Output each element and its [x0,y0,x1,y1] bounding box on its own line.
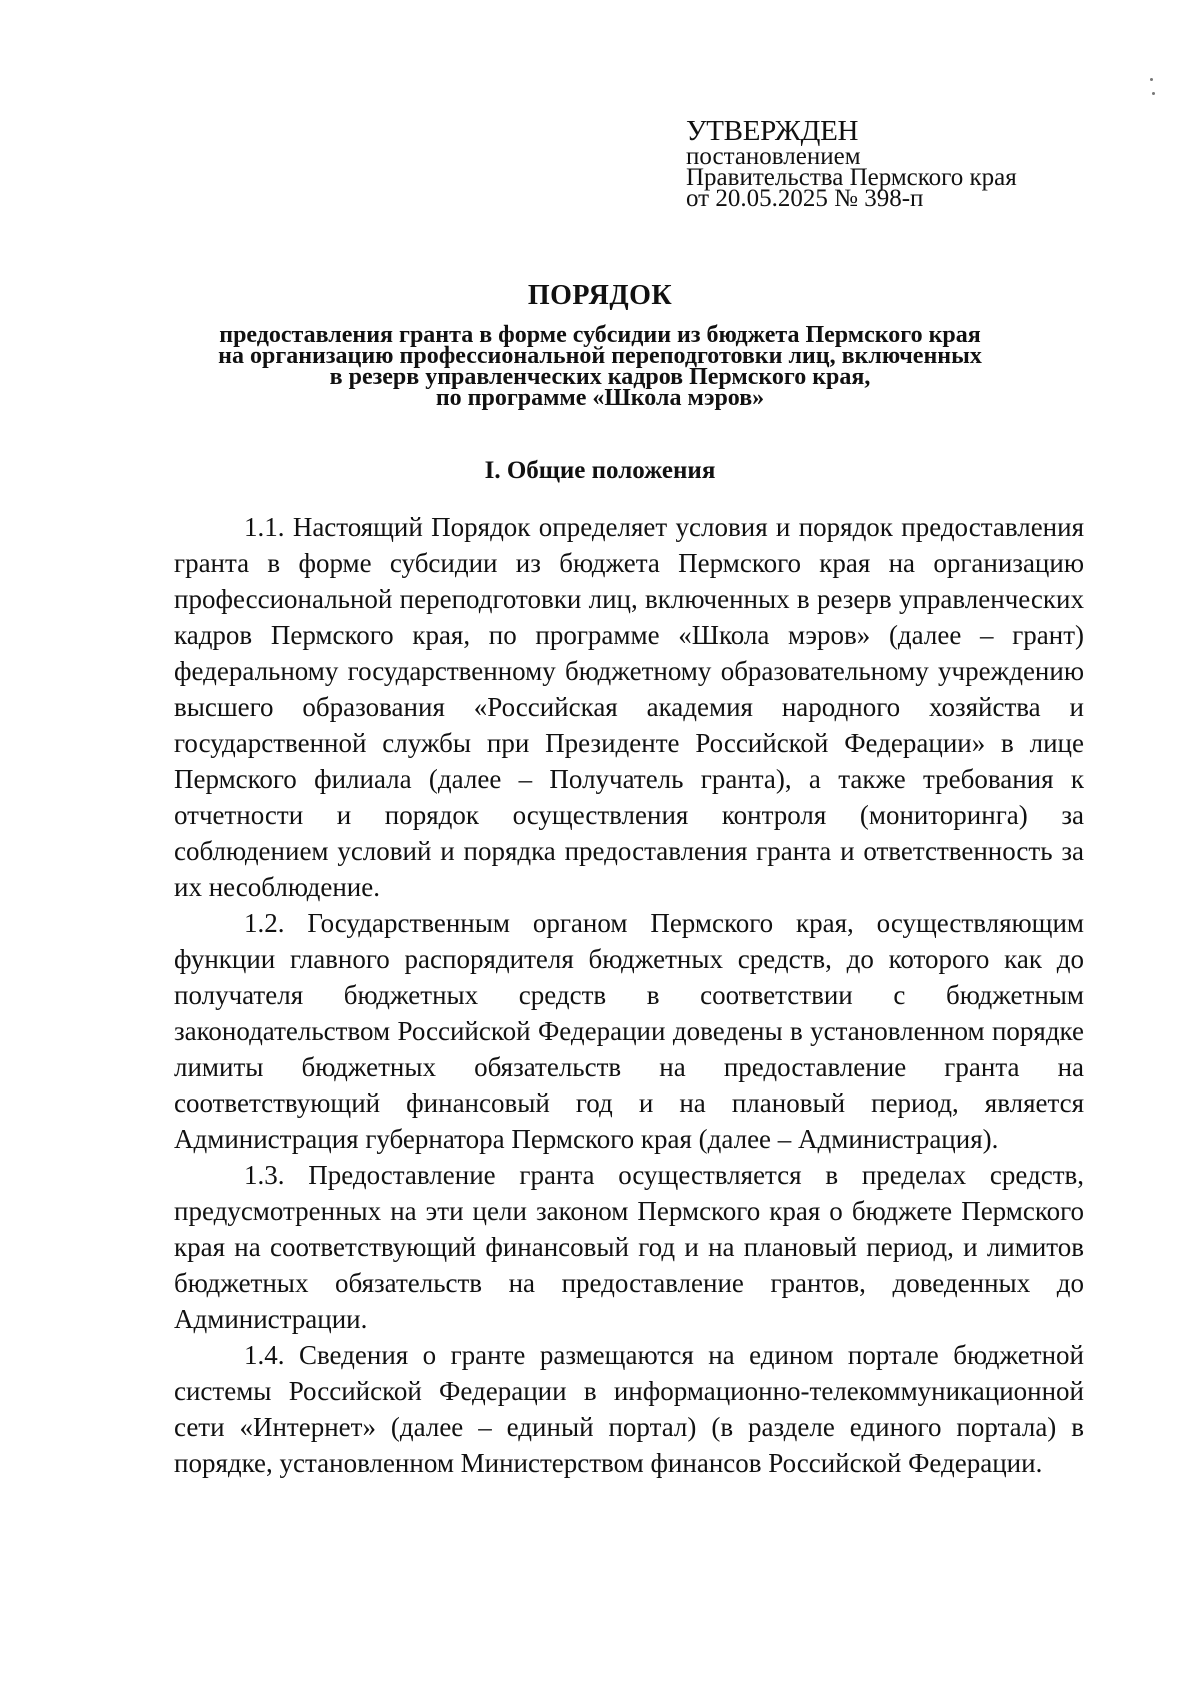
approval-authority: Правительства Пермского края [686,164,1017,191]
approval-date-number: от 20.05.2025 № 398-п [686,185,924,212]
subtitle-line: на организацию профессиональной переподготовки лиц, включенных [218,343,982,369]
subtitle-line: в резерв управленческих кадров Пермского края, [329,364,871,390]
document-title: ПОРЯДОК [527,280,673,311]
subtitle-line: предоставления гранта в форме субсидии из бюджета Пермского края [219,322,981,348]
section-heading: I. Общие положения [484,457,716,484]
paragraph-1-4: 1.4. Сведения о гранте размещаются на едином портале бюджетной системы Российской Федерации в информационно-телекоммуникационной сети «Интернет» (далее – единый портал) (в разделе единого портала) в порядке, установленном Министерством финансов Российской Федерации. [174,1340,1084,1478]
scan-dot [1150,78,1153,81]
paragraph-1-1: 1.1. Настоящий Порядок определяет условия и порядок предоставления гранта в форме субсидии из бюджета Пермского края на организацию профессиональной переподготовки лиц, включенных в резерв управленческих кадров Пермского края, по программе «Школа мэров» (далее – грант) федеральному государственному бюджетному образовательному учреждению высшего образования «Российская академия народного хозяйства и государственной службы при Президенте Российской Федерации» в лице Пермского филиала (далее – Получатель гранта), а также требования к отчетности и порядок осуществления контроля (мониторинга) за соблюдением условий и порядка предоставления гранта и ответственность за их несоблюдение. [174,512,1084,902]
scan-dot [1152,92,1155,95]
paragraph-1-2: 1.2. Государственным органом Пермского края, осуществляющим функции главного распорядителя бюджетных средств, до которого как до получателя бюджетных средств в соответствии с бюджетным законодательством Российской Федерации доведены в установленном порядке лимиты бюджетных обязательств на предоставление гранта на соответствующий финансовый год и на плановый период, является Администрация губернатора Пермского края (далее – Администрация). [174,908,1084,1154]
approval-stamp-block [686,115,1017,212]
subtitle-line: по программе «Школа мэров» [435,385,765,411]
section-body [174,509,1084,1481]
approval-title: УТВЕРЖДЕН [686,115,859,147]
approval-by: постановлением [686,143,861,170]
paragraph-1-3: 1.3. Предоставление гранта осуществляется в пределах средств, предусмотренных на эти цели законом Пермского края о бюджете Пермского края на соответствующий финансовый год и на плановый период, и лимитов бюджетных обязательств на предоставление грантов, доведенных до Администрации. [174,1160,1084,1334]
document-subtitle [0,322,1200,411]
